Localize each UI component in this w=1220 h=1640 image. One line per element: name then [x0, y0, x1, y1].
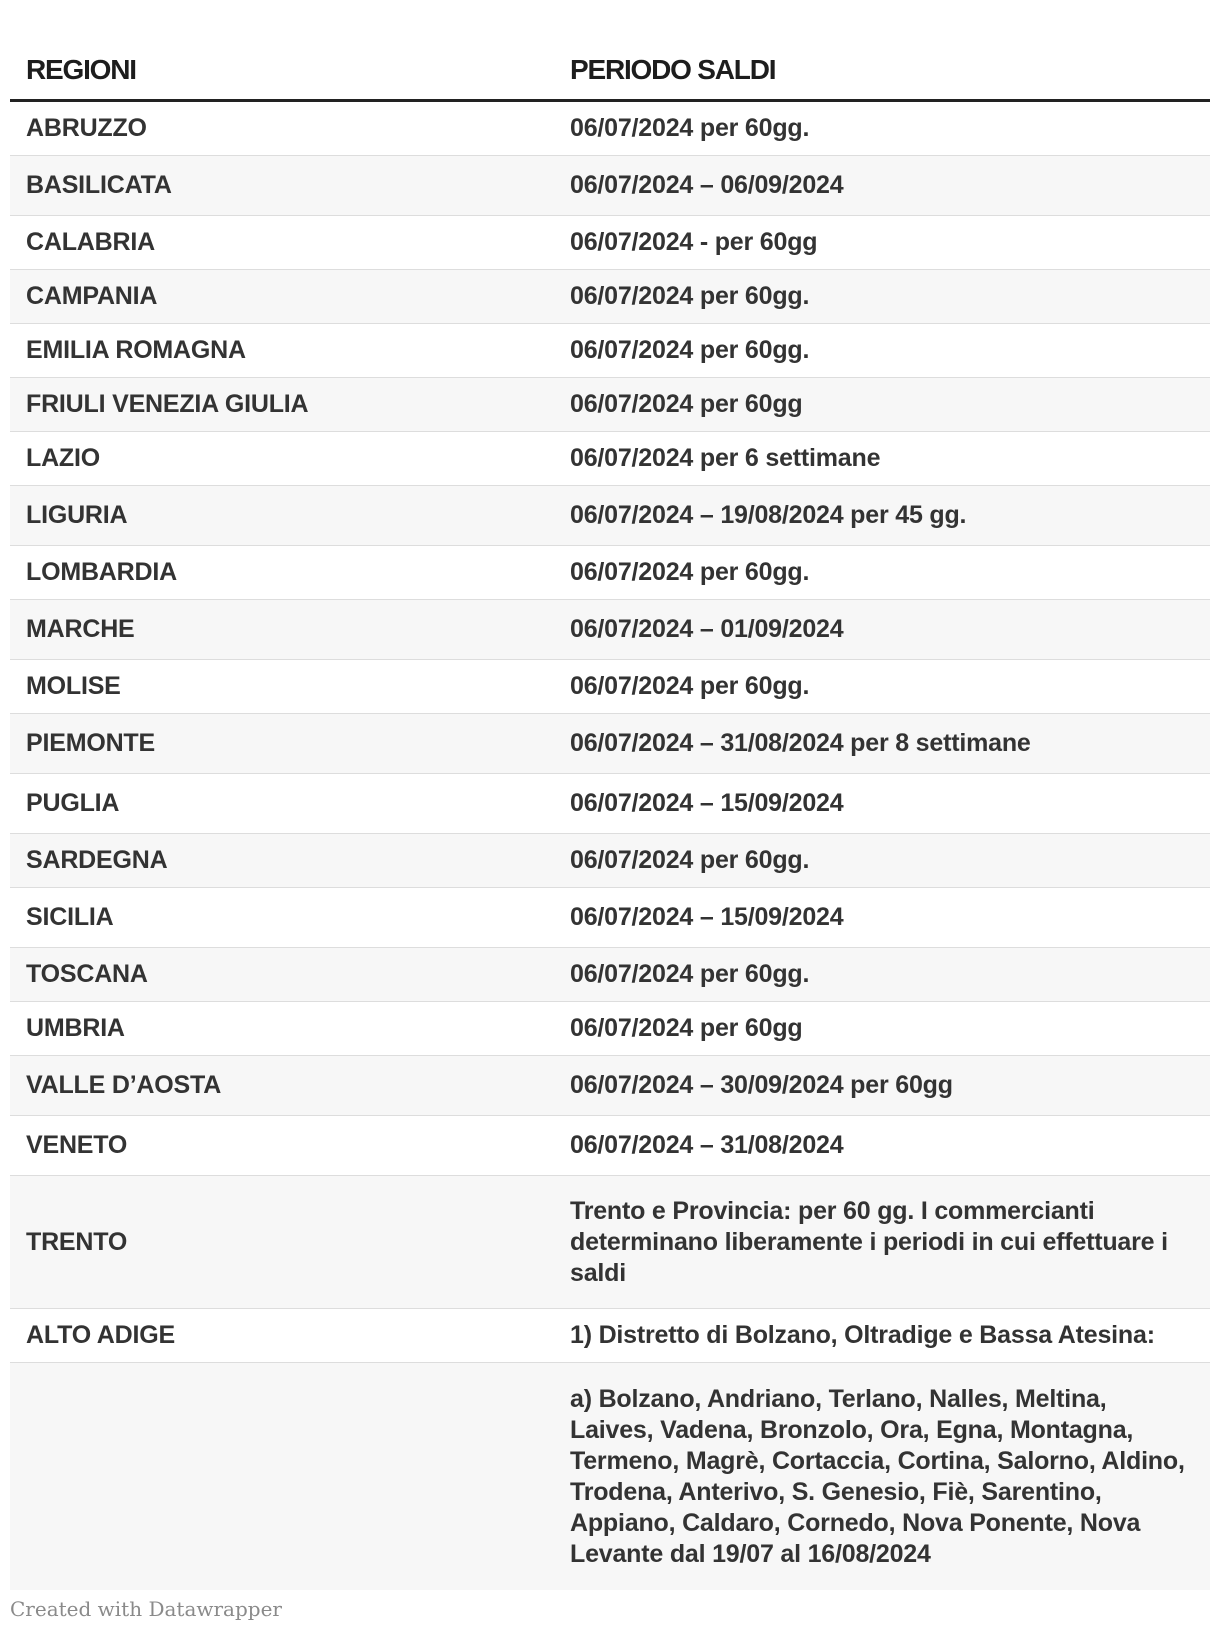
period-cell: 06/07/2024 per 60gg.: [554, 660, 1210, 714]
period-cell: a) Bolzano, Andriano, Terlano, Nalles, Meltina, Laives, Vadena, Bronzolo, Ora, Egna, Montagna, Termeno, Magrè, Cortaccia, Cortina, Salorno, Aldino, Trodena, Anterivo, S. Genesio, Fiè, Sarentino, Appiano, Caldaro, Cornedo, Nova Ponente, Nova Levante dal 19/07 al 16/08/2024: [554, 1363, 1210, 1591]
region-cell: FRIULI VENEZIA GIULIA: [10, 378, 554, 432]
period-cell: 06/07/2024 per 60gg.: [554, 834, 1210, 888]
period-cell: 06/07/2024 – 19/08/2024 per 45 gg.: [554, 486, 1210, 546]
region-cell: TRENTO: [10, 1176, 554, 1309]
region-cell: SICILIA: [10, 888, 554, 948]
period-cell: 06/07/2024 – 06/09/2024: [554, 156, 1210, 216]
table-row: [10, 1116, 1210, 1176]
region-cell: ABRUZZO: [10, 101, 554, 156]
table-row: [10, 1363, 1210, 1591]
period-cell: 06/07/2024 per 60gg.: [554, 948, 1210, 1002]
table-row: [10, 948, 1210, 1002]
region-cell: TOSCANA: [10, 948, 554, 1002]
table-row: [10, 834, 1210, 888]
table-row: [10, 486, 1210, 546]
table-row: [10, 378, 1210, 432]
region-cell: EMILIA ROMAGNA: [10, 324, 554, 378]
region-cell: MARCHE: [10, 600, 554, 660]
period-cell: 06/07/2024 per 60gg.: [554, 101, 1210, 156]
region-cell: LIGURIA: [10, 486, 554, 546]
datawrapper-credit: Created with Datawrapper: [10, 1597, 282, 1621]
period-cell: 06/07/2024 – 01/09/2024: [554, 600, 1210, 660]
header-row: [10, 40, 1210, 101]
table-row: [10, 1056, 1210, 1116]
period-cell: 06/07/2024 – 31/08/2024: [554, 1116, 1210, 1176]
period-cell: Trento e Provincia: per 60 gg. I commercianti determinano liberamente i periodi in cui effettuare i saldi: [554, 1176, 1210, 1309]
region-cell: CALABRIA: [10, 216, 554, 270]
region-cell: BASILICATA: [10, 156, 554, 216]
table-row: [10, 660, 1210, 714]
region-cell: LOMBARDIA: [10, 546, 554, 600]
period-cell: 06/07/2024 per 60gg.: [554, 270, 1210, 324]
table-row: [10, 1002, 1210, 1056]
region-cell: CAMPANIA: [10, 270, 554, 324]
table-row: [10, 101, 1210, 156]
period-cell: 06/07/2024 – 15/09/2024: [554, 774, 1210, 834]
period-cell: 06/07/2024 per 60gg.: [554, 324, 1210, 378]
sales-periods-table-container: [10, 40, 1210, 1590]
period-cell: 06/07/2024 per 60gg: [554, 1002, 1210, 1056]
region-cell: PIEMONTE: [10, 714, 554, 774]
table-body: [10, 101, 1210, 1591]
column-header-regions: REGIONI: [10, 40, 554, 101]
period-cell: 06/07/2024 – 31/08/2024 per 8 settimane: [554, 714, 1210, 774]
table-row: [10, 714, 1210, 774]
table-row: [10, 1176, 1210, 1309]
region-cell: [10, 1363, 554, 1591]
table-row: [10, 774, 1210, 834]
table-header: [10, 40, 1210, 101]
region-cell: PUGLIA: [10, 774, 554, 834]
column-header-period: PERIODO SALDI: [554, 40, 1210, 101]
table-row: [10, 546, 1210, 600]
table-row: [10, 270, 1210, 324]
region-cell: SARDEGNA: [10, 834, 554, 888]
region-cell: UMBRIA: [10, 1002, 554, 1056]
sales-periods-table: [10, 40, 1210, 1590]
table-row: [10, 324, 1210, 378]
period-cell: 1) Distretto di Bolzano, Oltradige e Bassa Atesina:: [554, 1309, 1210, 1363]
region-cell: LAZIO: [10, 432, 554, 486]
region-cell: VENETO: [10, 1116, 554, 1176]
region-cell: ALTO ADIGE: [10, 1309, 554, 1363]
table-row: [10, 888, 1210, 948]
table-row: [10, 432, 1210, 486]
period-cell: 06/07/2024 per 6 settimane: [554, 432, 1210, 486]
table-row: [10, 216, 1210, 270]
region-cell: VALLE D’AOSTA: [10, 1056, 554, 1116]
period-cell: 06/07/2024 – 30/09/2024 per 60gg: [554, 1056, 1210, 1116]
period-cell: 06/07/2024 – 15/09/2024: [554, 888, 1210, 948]
period-cell: 06/07/2024 - per 60gg: [554, 216, 1210, 270]
period-cell: 06/07/2024 per 60gg: [554, 378, 1210, 432]
period-cell: 06/07/2024 per 60gg.: [554, 546, 1210, 600]
table-row: [10, 1309, 1210, 1363]
region-cell: MOLISE: [10, 660, 554, 714]
table-row: [10, 156, 1210, 216]
table-row: [10, 600, 1210, 660]
